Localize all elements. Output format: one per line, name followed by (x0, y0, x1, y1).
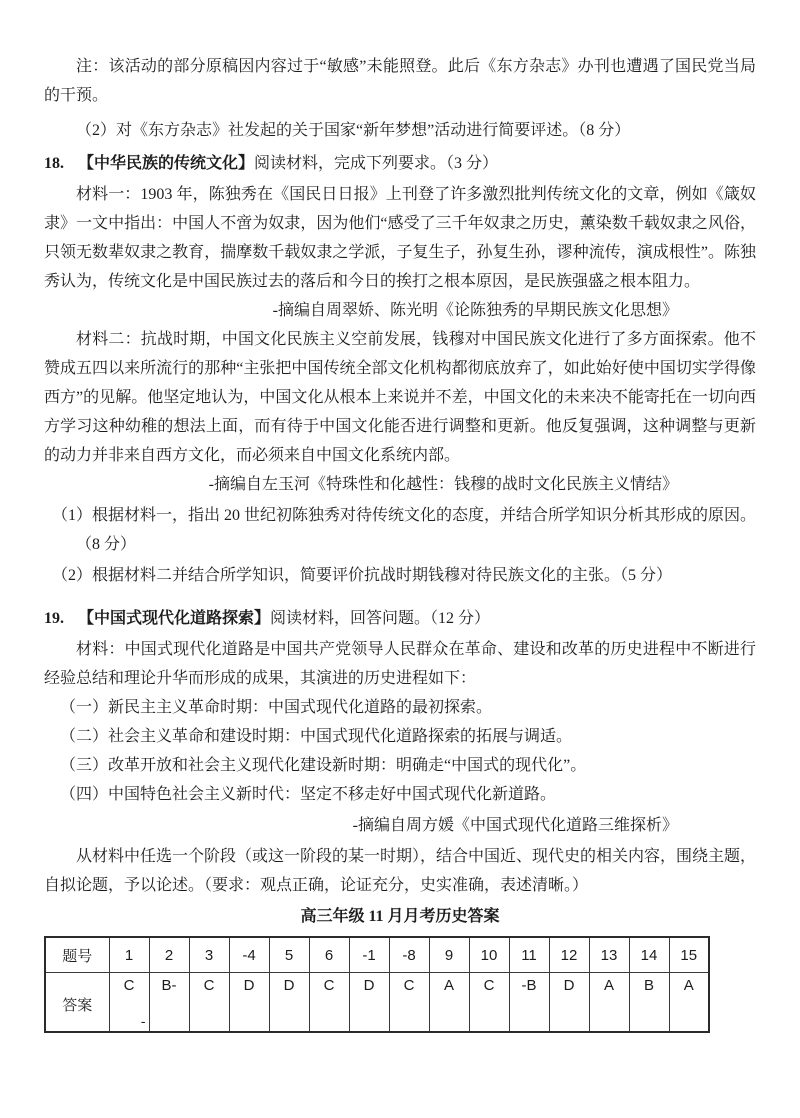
question-18-heading (44, 149, 756, 178)
question-18-title: 【中华民族的传统文化】 (78, 155, 255, 172)
question-18-part2: （2）根据材料二并结合所学知识，简要评价抗战时期钱穆对待民族文化的主张。（5 分） (52, 567, 673, 584)
question-number-cell: 14 (629, 937, 669, 973)
question-18-number: 18. (44, 155, 64, 172)
answer-cell: D (549, 973, 589, 1033)
question-number-cell: 1 (109, 937, 149, 973)
question-number-cell: 9 (429, 937, 469, 973)
answer-key-table (44, 936, 710, 1033)
answer-key-title: 高三年级 11 月月考历史答案 (300, 908, 500, 925)
answer-cell (109, 973, 149, 1033)
question-18-part1: （1）根据材料一，指出 20 世纪初陈独秀对待传统文化的态度，并结合所学知识分析其形成的原因。 (52, 507, 757, 524)
question-number-cell: 11 (509, 937, 549, 973)
answer-cell: D (229, 973, 269, 1033)
question-number-cell: -8 (389, 937, 429, 973)
answer-cell: C (309, 973, 349, 1033)
question-18-instruction: 阅读材料，完成下列要求。（3 分） (254, 155, 499, 172)
answer-cell: -B (509, 973, 549, 1033)
answer-cell: C (189, 973, 229, 1033)
question-number-row-label: 题号 (45, 937, 109, 973)
question-number-cell: -4 (229, 937, 269, 973)
stage-item-4: （四）中国特色社会主义新时代：坚定不移走好中国式现代化新道路。 (60, 786, 557, 803)
answer-cell: D (269, 973, 309, 1033)
question-19-task: 从材料中任选一个阶段（或这一阶段的某一时期），结合中国近、现代史的相关内容，围绕主题，自拟论题，予以论述。（要求：观点正确，论证充分，史实准确，表述清晰。） (44, 848, 757, 894)
question-18-source-1: -摘编自周翠娇、陈光明《论陈独秀的早期民族文化思想》 (272, 302, 678, 319)
answer-cell: B- (149, 973, 189, 1033)
note-paragraph: 注：该活动的部分原稿因内容过于“敏感”未能照登。此后《东方杂志》办刊也遭遇了国民党当局的干预。 (44, 58, 756, 104)
question-19-instruction: 阅读材料，回答问题。（12 分） (270, 610, 491, 627)
question-18-material-2: 材料二：抗战时期，中国文化民族主义空前发展，钱穆对中国民族文化进行了多方面探索。他不赞成五四以来所流行的那种“主张把中国传统全部文化机构都彻底放弃了，如此始好使中国切实学得像西方”的见解。他坚定地认为，中国文化从根本上来说并不差，中国文化的未来决不能寄托在一切向西方学习这种幼稚的想法上面，而有待于中国文化能否进行调整和更新。他反复强调，这种调整与更新的动力并非来自西方文化，而必须来自中国文化系统内部。 (44, 331, 756, 464)
question-18-source-2: -摘编自左玉河《特珠性和化越性：钱穆的战时文化民族主义情结》 (208, 476, 678, 493)
question-number-cell: 15 (669, 937, 709, 973)
stage-item-2: （二）社会主义革命和建设时期：中国式现代化道路探索的拓展与调适。 (60, 728, 573, 745)
question-19-heading (44, 604, 756, 633)
answer-cell: A (589, 973, 629, 1033)
question-18-material-1: 材料一：1903 年，陈独秀在《国民日日报》上刊登了许多激烈批判传统文化的文章，例如《箴奴隶》一文中指出：中国人不啻为奴隶，因为他们“感受了三千年奴隶之历史，薰染数千载奴隶之风俗，只领无数辈奴隶之教育，揣摩数千载奴隶之学派，子复生子，孙复生孙，谬种流传，演成根性”。陈独秀认为，传统文化是中国民族过去的落后和今日的挨打之根本原因，是民族强盛之根本阻力。 (44, 186, 756, 290)
answer-row-label: 答案 (45, 973, 109, 1033)
stage-item-3: （三）改革开放和社会主义现代化建设新时期：明确走“中国式的现代化”。 (60, 757, 587, 774)
question-number-cell: 10 (469, 937, 509, 973)
question-number-cell: 2 (149, 937, 189, 973)
answer-cell: B (629, 973, 669, 1033)
stray-dash-mark: - (140, 1013, 146, 1029)
question-number-cell: 5 (269, 937, 309, 973)
question-19-number: 19. (44, 610, 64, 627)
answer-cell: A (669, 973, 709, 1033)
question-number-cell: 6 (309, 937, 349, 973)
question-19-title: 【中国式现代化道路探索】 (78, 610, 271, 627)
question-number-row (45, 937, 709, 973)
question-number-cell: 12 (549, 937, 589, 973)
answer-row (45, 973, 709, 1033)
answer-cell: C (389, 973, 429, 1033)
question-number-cell: 3 (189, 937, 229, 973)
answer-cell: D (349, 973, 389, 1033)
question-number-cell: 13 (589, 937, 629, 973)
question-17-part2: （2）对《东方杂志》社发起的关于国家“新年梦想”活动进行简要评述。（8 分） (76, 122, 631, 139)
answer-cell: C (469, 973, 509, 1033)
question-18-part1-score: （8 分） (76, 536, 137, 553)
question-19-source: -摘编自周方媛《中国式现代化道路三维探析》 (352, 817, 678, 834)
question-19-material: 材料：中国式现代化道路是中国共产党领导人民群众在革命、建设和改革的历史进程中不断进行经验总结和理论升华而形成的成果，其演进的历史进程如下： (44, 641, 756, 687)
question-number-cell: -1 (349, 937, 389, 973)
answer-cell: A (429, 973, 469, 1033)
answer-value: C (123, 977, 135, 994)
stage-item-1: （一）新民主主义革命时期：中国式现代化道路的最初探索。 (60, 699, 493, 716)
